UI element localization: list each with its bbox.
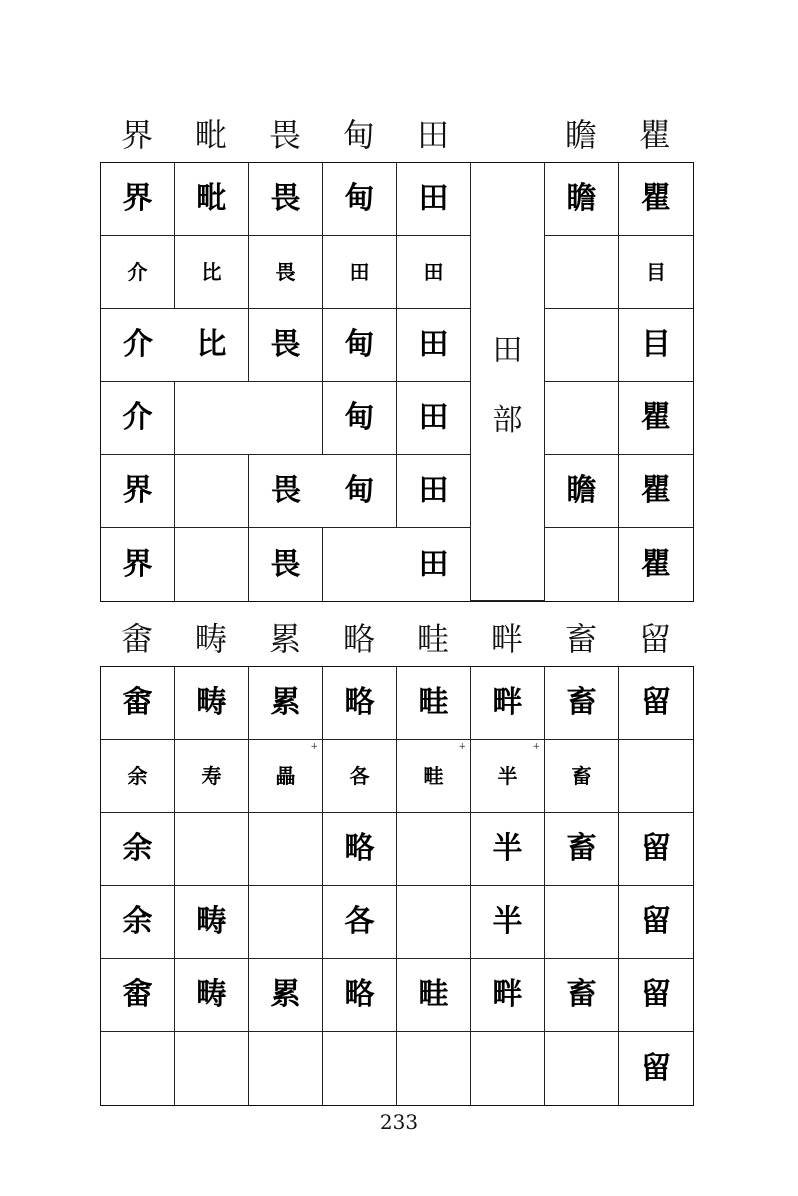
glyph: 留 xyxy=(641,977,671,1012)
glyph-cell xyxy=(323,455,397,528)
glyph-cell xyxy=(397,382,471,455)
glyph-cell xyxy=(249,740,323,813)
glyph: 甸 xyxy=(344,400,375,435)
radical-label-char: 部 xyxy=(492,402,523,438)
glyph-cell xyxy=(397,455,471,528)
glyph-cell xyxy=(619,163,693,236)
glyph: 田 xyxy=(418,327,449,362)
glyph-cell xyxy=(101,959,175,1032)
glyph: 留 xyxy=(641,904,671,939)
glyph: 畜 xyxy=(566,977,597,1012)
glyph: 半 xyxy=(492,831,523,866)
glyph-cell xyxy=(101,382,175,455)
glyph: 畾 xyxy=(275,764,296,788)
plus-mark: + xyxy=(532,742,540,752)
glyph-cell xyxy=(545,667,619,740)
glyph: 略 xyxy=(344,685,375,720)
header-char: 畔 xyxy=(490,620,523,658)
glyph: 留 xyxy=(641,831,671,866)
glyph: 畦 xyxy=(418,977,449,1012)
glyph-cell xyxy=(249,813,323,886)
glyph: 介 xyxy=(127,260,148,284)
glyph-cell xyxy=(323,309,397,382)
glyph-cell xyxy=(175,813,249,886)
glyph: 瞻 xyxy=(566,181,597,216)
glyph-cell xyxy=(249,667,323,740)
glyph: 介 xyxy=(123,327,153,362)
glyph: 毗 xyxy=(196,181,227,216)
glyph: 畦 xyxy=(423,764,444,788)
plus-mark: + xyxy=(310,742,318,752)
header-char: 畬 xyxy=(120,620,153,658)
glyph: 比 xyxy=(201,260,222,284)
glyph: 田 xyxy=(418,181,449,216)
glyph-cell xyxy=(545,886,619,959)
glyph: 留 xyxy=(641,685,671,720)
glyph: 各 xyxy=(344,904,375,939)
glyph: 甸 xyxy=(344,473,375,508)
glyph-cell xyxy=(101,740,175,813)
glyph-cell xyxy=(397,959,471,1032)
glyph-cell xyxy=(619,309,693,382)
glyph: 瞿 xyxy=(641,181,671,216)
glyph: 畴 xyxy=(196,685,227,720)
header-char: 田 xyxy=(416,116,449,154)
glyph: 比 xyxy=(196,327,227,362)
glyph-cell xyxy=(323,382,397,455)
glyph: 甸 xyxy=(344,181,375,216)
section2-header xyxy=(100,612,692,662)
glyph-cell xyxy=(175,740,249,813)
glyph-cell xyxy=(397,163,471,236)
glyph-cell xyxy=(397,886,471,959)
glyph-cell xyxy=(619,667,693,740)
glyph-cell xyxy=(249,886,323,959)
glyph-cell xyxy=(175,886,249,959)
glyph: 半 xyxy=(492,904,523,939)
glyph-cell xyxy=(471,813,545,886)
glyph-cell xyxy=(249,959,323,1032)
glyph-cell xyxy=(323,528,397,601)
header-char: 畏 xyxy=(268,116,301,154)
glyph: 半 xyxy=(497,764,518,788)
glyph: 田 xyxy=(349,260,370,284)
glyph-cell xyxy=(545,236,619,309)
glyph: 田 xyxy=(418,546,449,582)
glyph-cell xyxy=(545,382,619,455)
glyph: 瞿 xyxy=(641,546,671,582)
glyph: 畏 xyxy=(270,327,301,362)
glyph: 瞻 xyxy=(566,473,597,508)
glyph: 略 xyxy=(344,977,375,1012)
glyph-cell xyxy=(175,163,249,236)
glyph: 畔 xyxy=(492,685,523,720)
radical-cell xyxy=(471,163,545,601)
glyph: 余 xyxy=(127,764,148,788)
glyph-cell xyxy=(175,309,249,382)
glyph-cell xyxy=(397,528,471,601)
glyph-cell xyxy=(545,1032,619,1105)
glyph-cell xyxy=(175,455,249,528)
glyph-cell xyxy=(323,1032,397,1105)
glyph: 界 xyxy=(122,473,153,508)
glyph: 畴 xyxy=(196,904,227,939)
section2-table xyxy=(100,666,694,1106)
glyph-cell xyxy=(545,309,619,382)
glyph: 目 xyxy=(646,260,666,284)
glyph-cell xyxy=(471,740,545,813)
glyph-cell xyxy=(323,740,397,813)
glyph-cell xyxy=(545,813,619,886)
header-char xyxy=(470,108,544,158)
glyph-cell xyxy=(249,1032,323,1105)
header-char: 瞿 xyxy=(638,116,671,154)
glyph-cell xyxy=(101,309,175,382)
glyph-cell xyxy=(101,813,175,886)
glyph-cell xyxy=(471,886,545,959)
glyph-cell xyxy=(471,959,545,1032)
glyph-cell xyxy=(323,236,397,309)
header-char: 界 xyxy=(120,116,153,154)
glyph-cell xyxy=(249,382,323,455)
header-char: 畴 xyxy=(194,620,227,658)
glyph: 略 xyxy=(344,831,375,866)
glyph: 界 xyxy=(122,546,153,582)
glyph-cell xyxy=(619,1032,693,1105)
glyph-cell xyxy=(619,740,693,813)
glyph-cell xyxy=(619,528,693,601)
glyph-cell xyxy=(323,813,397,886)
glyph: 畬 xyxy=(122,977,153,1012)
glyph-cell xyxy=(175,1032,249,1105)
glyph: 寿 xyxy=(201,764,222,788)
glyph-cell xyxy=(397,740,471,813)
glyph-cell xyxy=(545,528,619,601)
plus-mark: + xyxy=(458,742,466,752)
radical-label-char: 田 xyxy=(492,332,523,368)
header-char: 甸 xyxy=(342,116,375,154)
glyph-cell xyxy=(619,455,693,528)
glyph-cell xyxy=(397,1032,471,1105)
glyph-cell xyxy=(249,309,323,382)
glyph-cell xyxy=(101,886,175,959)
glyph-cell xyxy=(175,528,249,601)
glyph-cell xyxy=(175,382,249,455)
glyph: 田 xyxy=(423,260,444,284)
glyph: 累 xyxy=(270,685,301,720)
glyph-cell xyxy=(249,455,323,528)
glyph-cell xyxy=(619,886,693,959)
glyph-cell xyxy=(175,959,249,1032)
glyph: 畏 xyxy=(271,473,301,508)
glyph: 畜 xyxy=(566,685,597,720)
glyph: 留 xyxy=(641,1050,671,1086)
glyph-cell xyxy=(545,163,619,236)
glyph-cell xyxy=(175,667,249,740)
glyph: 累 xyxy=(270,977,301,1012)
section1-header xyxy=(100,108,692,158)
glyph-cell xyxy=(175,236,249,309)
glyph: 畦 xyxy=(418,685,449,720)
glyph-cell xyxy=(619,382,693,455)
glyph: 界 xyxy=(122,181,153,216)
glyph-cell xyxy=(619,959,693,1032)
glyph-cell xyxy=(249,528,323,601)
header-char: 累 xyxy=(268,620,301,658)
glyph-cell xyxy=(619,236,693,309)
glyph-cell xyxy=(397,309,471,382)
glyph: 田 xyxy=(418,400,449,435)
header-char: 毗 xyxy=(194,116,227,154)
glyph-cell xyxy=(545,740,619,813)
glyph: 畔 xyxy=(492,977,523,1012)
glyph-cell xyxy=(101,163,175,236)
glyph: 畏 xyxy=(270,181,301,216)
glyph-cell xyxy=(323,959,397,1032)
glyph: 瞿 xyxy=(641,400,671,435)
glyph-cell xyxy=(471,1032,545,1105)
glyph-cell xyxy=(101,455,175,528)
glyph: 甸 xyxy=(344,327,375,362)
glyph: 畜 xyxy=(566,831,597,866)
glyph-cell xyxy=(101,528,175,601)
glyph: 畏 xyxy=(275,260,296,284)
page-number: 233 xyxy=(379,1110,419,1134)
glyph: 各 xyxy=(349,764,370,788)
glyph: 余 xyxy=(122,831,153,866)
glyph-cell xyxy=(545,455,619,528)
header-char: 瞻 xyxy=(564,116,597,154)
glyph-cell xyxy=(471,667,545,740)
glyph-cell xyxy=(101,1032,175,1105)
glyph-cell xyxy=(397,667,471,740)
glyph: 畴 xyxy=(196,977,227,1012)
glyph-cell xyxy=(397,236,471,309)
header-char: 略 xyxy=(342,620,375,658)
glyph: 畜 xyxy=(571,764,592,788)
section1-table xyxy=(100,162,694,602)
glyph-cell xyxy=(323,886,397,959)
glyph: 瞿 xyxy=(641,473,671,508)
glyph: 田 xyxy=(418,473,449,508)
glyph-cell xyxy=(101,667,175,740)
glyph-cell xyxy=(397,813,471,886)
header-char: 畜 xyxy=(564,620,597,658)
glyph-cell xyxy=(249,236,323,309)
glyph-cell xyxy=(323,667,397,740)
glyph: 介 xyxy=(122,400,153,435)
glyph-cell xyxy=(323,163,397,236)
glyph-cell xyxy=(545,959,619,1032)
glyph: 畏 xyxy=(270,546,301,582)
glyph-cell xyxy=(249,163,323,236)
glyph-cell xyxy=(619,813,693,886)
header-char: 畦 xyxy=(416,620,449,658)
glyph: 余 xyxy=(122,904,153,939)
header-char: 留 xyxy=(638,620,671,658)
glyph: 目 xyxy=(641,327,671,362)
glyph: 畬 xyxy=(122,685,153,720)
glyph-cell xyxy=(101,236,175,309)
